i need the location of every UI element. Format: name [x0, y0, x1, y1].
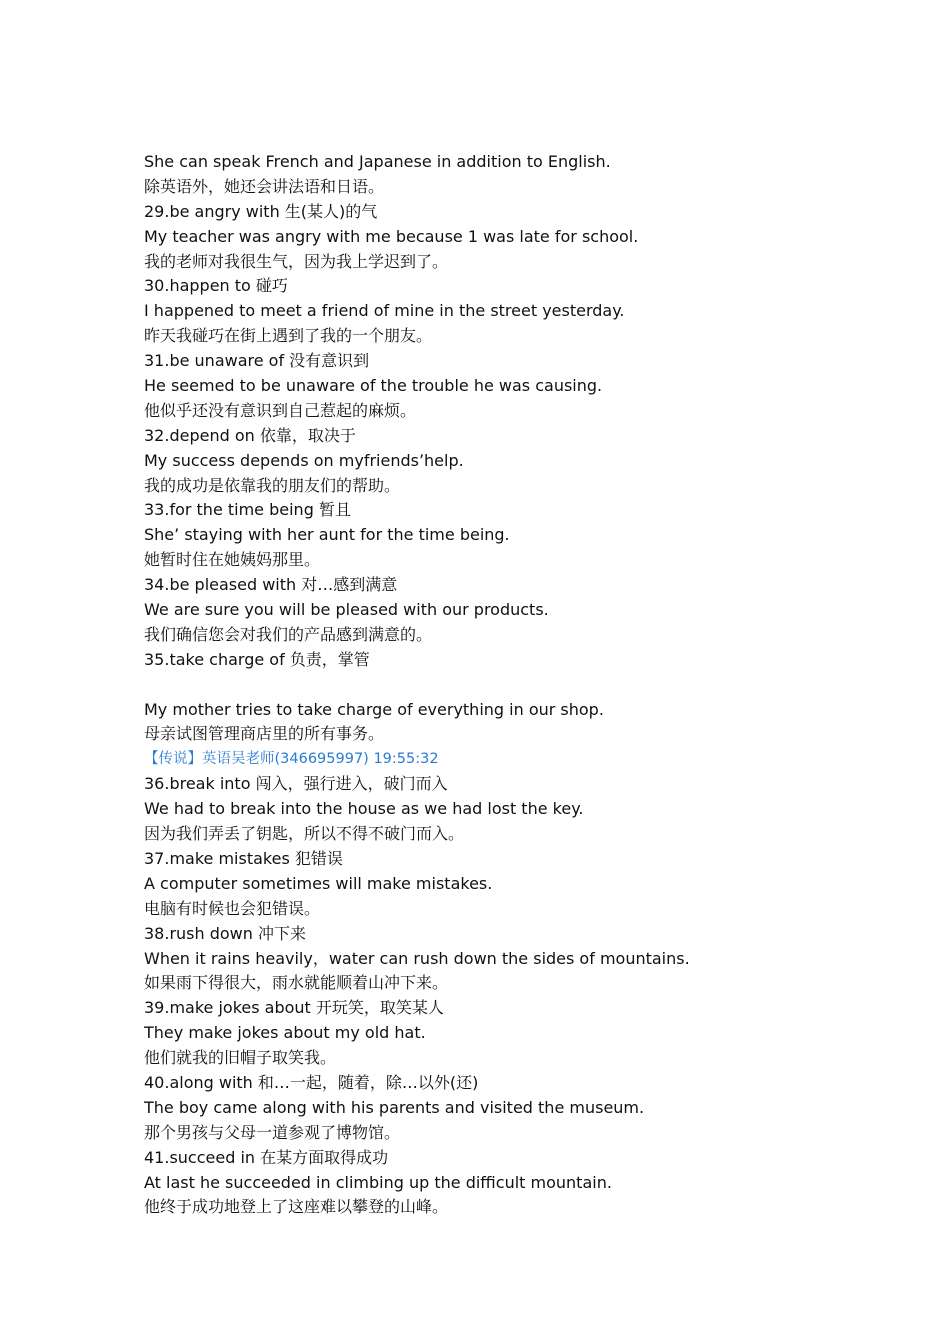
text-line: We are sure you will be pleased with our products.: [144, 600, 549, 620]
text-line: 36.break into 闯入，强行进入，破门而入: [144, 774, 448, 794]
text-line: 他们就我的旧帽子取笑我。: [144, 1048, 337, 1068]
text-line: When it rains heavily，water can rush down the sides of mountains.: [144, 948, 690, 968]
text-line: 我的老师对我很生气，因为我上学迟到了。: [144, 251, 449, 271]
text-line: 母亲试图管理商店里的所有事务。: [144, 724, 385, 744]
text-block-1: [144, 150, 864, 673]
text-line: 他似乎还没有意识到自己惹起的麻烦。: [144, 400, 417, 420]
text-line: 29.be angry with 生(某人)的气: [144, 201, 378, 221]
text-line: 34.be pleased with 对…感到满意: [144, 575, 398, 595]
text-line: 31.be unaware of 没有意识到: [144, 351, 370, 371]
text-line: A computer sometimes will make mistakes.: [144, 873, 493, 893]
text-line: 昨天我碰巧在街上遇到了我的一个朋友。: [144, 326, 433, 346]
text-line: She can speak French and Japanese in addition to English.: [144, 152, 611, 171]
text-line: He seemed to be unaware of the trouble he was causing.: [144, 376, 603, 396]
text-line: 41.succeed in 在某方面取得成功: [144, 1147, 389, 1167]
text-line: 我们确信您会对我们的产品感到满意的。: [144, 624, 433, 644]
text-line: 32.depend on 依靠，取决于: [144, 425, 356, 445]
text-line: 30.happen to 碰巧: [144, 276, 288, 296]
text-line: She’ staying with her aunt for the time being.: [144, 525, 510, 545]
text-line: 她暂时住在她姨妈那里。: [144, 550, 321, 570]
text-line: The boy came along with his parents and visited the museum.: [144, 1097, 645, 1117]
blank-line: [144, 673, 864, 698]
text-line: 33.for the time being 暂且: [144, 500, 351, 520]
text-line: 电脑有时候也会犯错误。: [144, 898, 321, 918]
text-block-3: [144, 772, 864, 1220]
text-line: 如果雨下得很大，雨水就能顺着山冲下来。: [144, 973, 449, 993]
text-line: My success depends on myfriends’help.: [144, 450, 464, 470]
text-line: We had to break into the house as we had lost the key.: [144, 799, 584, 819]
text-line: 那个男孩与父母一道参观了博物馆。: [144, 1122, 401, 1142]
text-line: My mother tries to take charge of everything in our shop.: [144, 699, 604, 719]
text-line: 我的成功是依靠我的朋友们的帮助。: [144, 475, 401, 495]
text-line: 37.make mistakes 犯错误: [144, 848, 343, 868]
text-line: 他终于成功地登上了这座难以攀登的山峰。: [144, 1197, 449, 1217]
text-line: My teacher was angry with me because 1 was late for school.: [144, 226, 639, 246]
text-line: 35.take charge of 负责，掌管: [144, 649, 370, 669]
text-line: At last he succeeded in climbing up the difficult mountain.: [144, 1172, 612, 1192]
text-line: 39.make jokes about 开玩笑，取笑某人: [144, 998, 444, 1018]
text-block-2: [144, 698, 864, 748]
document-body: [144, 150, 864, 1220]
text-line: They make jokes about my old hat.: [144, 1023, 426, 1043]
chat-meta-line: 【传说】英语吴老师(346695997) 19:55:32: [144, 751, 439, 768]
text-line: 因为我们弄丢了钥匙，所以不得不破门而入。: [144, 824, 465, 844]
text-line: I happened to meet a friend of mine in the street yesterday.: [144, 301, 625, 321]
text-line: 38.rush down 冲下来: [144, 923, 306, 943]
text-line: 除英语外，她还会讲法语和日语。: [144, 176, 385, 196]
text-line: 40.along with 和…一起，随着，除…以外(还): [144, 1072, 479, 1092]
